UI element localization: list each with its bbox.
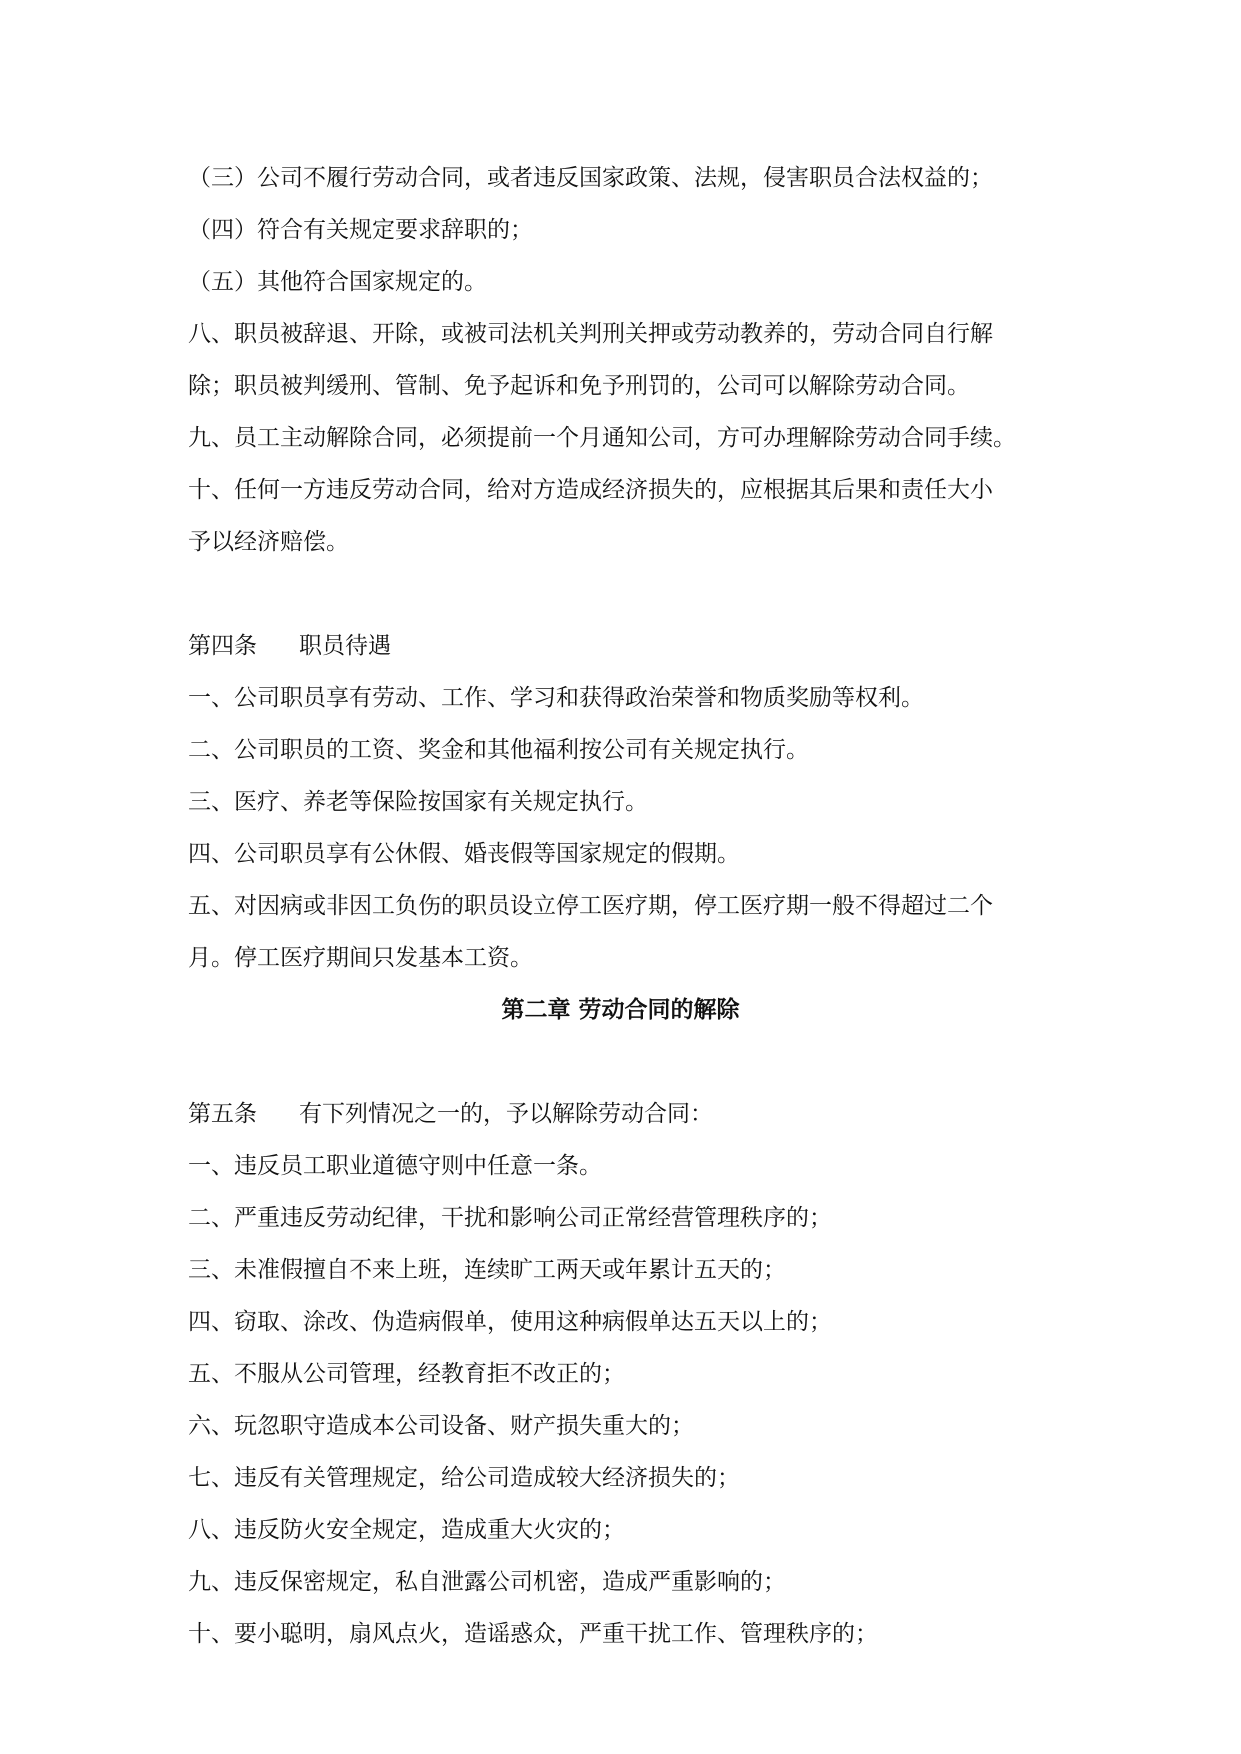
text-line: 八、职员被辞退、开除，或被司法机关判刑关押或劳动教养的，劳动合同自行解	[188, 321, 993, 347]
text-line: 八、违反防火安全规定，造成重大火灾的；	[188, 1517, 625, 1543]
text-line: 七、违反有关管理规定，给公司造成较大经济损失的；	[188, 1465, 740, 1491]
article-4-label: 第四条	[188, 633, 257, 659]
text-line: 十、要小聪明，扇风点火，造谣惑众，严重干扰工作、管理秩序的；	[188, 1621, 878, 1647]
article-5-heading	[188, 1088, 1053, 1140]
text-line: 予以经济赔偿。	[188, 529, 349, 555]
text-line: 四、公司职员享有公休假、婚丧假等国家规定的假期。	[188, 841, 740, 867]
text-line: 月。停工医疗期间只发基本工资。	[188, 945, 533, 971]
text-line: 十、任何一方违反劳动合同，给对方造成经济损失的，应根据其后果和责任大小	[188, 477, 993, 503]
paragraph-gap	[188, 568, 1053, 620]
article-5-label: 第五条	[188, 1101, 257, 1127]
text-line: 五、对因病或非因工负伤的职员设立停工医疗期，停工医疗期一般不得超过二个	[188, 893, 993, 919]
text-line: （四）符合有关规定要求辞职的；	[188, 217, 533, 243]
text-line: 九、违反保密规定，私自泄露公司机密，造成严重影响的；	[188, 1569, 786, 1595]
text-line: 五、不服从公司管理，经教育拒不改正的；	[188, 1361, 625, 1387]
article-4-title: 职员待遇	[299, 633, 391, 659]
text-line: 二、公司职员的工资、奖金和其他福利按公司有关规定执行。	[188, 737, 809, 763]
text-line: 四、窃取、涂改、伪造病假单，使用这种病假单达五天以上的；	[188, 1309, 832, 1335]
text-line: 二、严重违反劳动纪律，干扰和影响公司正常经营管理秩序的；	[188, 1205, 832, 1231]
text-line: 九、员工主动解除合同，必须提前一个月通知公司，方可办理解除劳动合同手续。	[188, 425, 1016, 451]
text-line: 三、未准假擅自不来上班，连续旷工两天或年累计五天的；	[188, 1257, 786, 1283]
text-line: 六、玩忽职守造成本公司设备、财产损失重大的；	[188, 1413, 694, 1439]
text-line: （五）其他符合国家规定的。	[188, 269, 487, 295]
article-4-heading	[188, 620, 1053, 672]
chapter-heading: 第二章 劳动合同的解除	[501, 997, 740, 1023]
text-line: （三）公司不履行劳动合同，或者违反国家政策、法规，侵害职员合法权益的；	[188, 165, 993, 191]
text-line: 一、公司职员享有劳动、工作、学习和获得政治荣誉和物质奖励等权利。	[188, 685, 924, 711]
article-5-title: 有下列情况之一的，予以解除劳动合同：	[299, 1101, 713, 1127]
text-line: 三、医疗、养老等保险按国家有关规定执行。	[188, 789, 648, 815]
text-line: 除；职员被判缓刑、管制、免予起诉和免予刑罚的，公司可以解除劳动合同。	[188, 373, 970, 399]
paragraph-gap	[188, 1036, 1053, 1088]
text-line: 一、违反员工职业道德守则中任意一条。	[188, 1153, 602, 1179]
